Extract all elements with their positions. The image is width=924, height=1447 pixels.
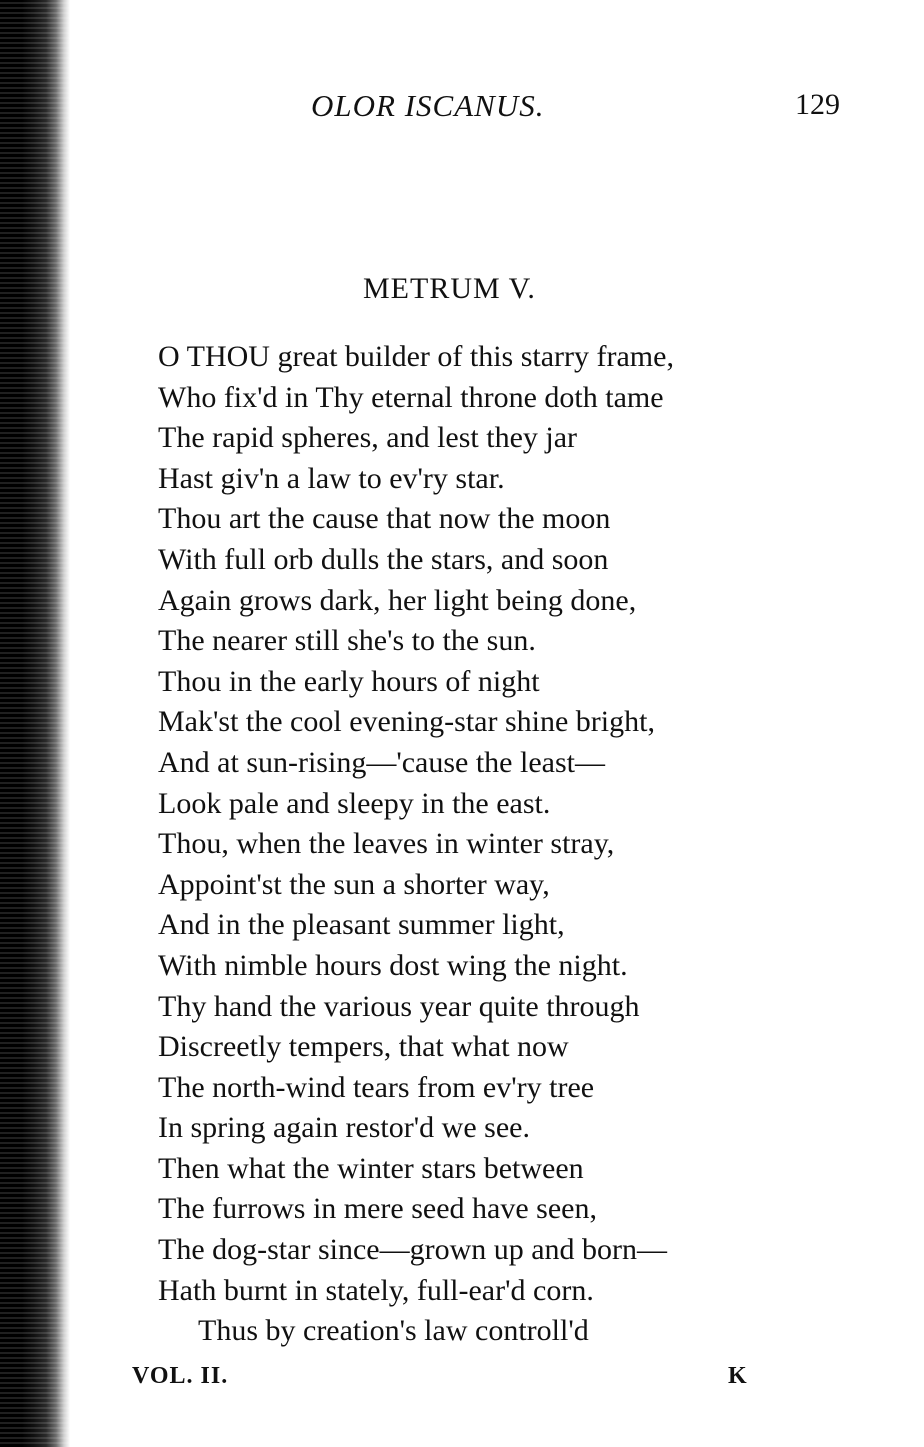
poem-line: Thou, when the leaves in winter stray, bbox=[158, 827, 615, 861]
poem-line: Who fix'd in Thy eternal throne doth tame bbox=[158, 380, 664, 414]
poem-line: The nearer still she's to the sun. bbox=[158, 624, 536, 658]
sheet-signature-letter: K bbox=[728, 1363, 747, 1389]
poem-line: The furrows in mere seed have seen, bbox=[158, 1192, 597, 1226]
poem-line: In spring again restor'd we see. bbox=[158, 1111, 530, 1145]
poem-line: With nimble hours dost wing the night. bbox=[158, 948, 628, 982]
poem-line: Then what the winter stars between bbox=[158, 1151, 584, 1185]
poem-line: Look pale and sleepy in the east. bbox=[158, 786, 551, 820]
poem-line: Thus by creation's law controll'd bbox=[198, 1314, 589, 1348]
poem-line: The north-wind tears from ev'ry tree bbox=[158, 1070, 595, 1104]
poem-line: Thou in the early hours of night bbox=[158, 664, 540, 698]
poem-line: Hast giv'n a law to ev'ry star. bbox=[158, 461, 505, 495]
page-number: 129 bbox=[795, 88, 840, 121]
poem-line: And in the pleasant summer light, bbox=[158, 908, 565, 942]
poem-line: Mak'st the cool evening-star shine bright, bbox=[158, 705, 655, 739]
poem-title: METRUM V. bbox=[363, 272, 536, 305]
volume-signature: VOL. II. bbox=[132, 1363, 229, 1389]
poem-body bbox=[158, 337, 674, 1352]
poem-line: The dog-star since—grown up and born— bbox=[158, 1233, 668, 1267]
poem-line: Thy hand the various year quite through bbox=[158, 989, 640, 1023]
poem-line: Hath burnt in stately, full-ear'd corn. bbox=[158, 1273, 594, 1307]
poem-line: Thou art the cause that now the moon bbox=[158, 502, 611, 536]
poem-line: Appoint'st the sun a shorter way, bbox=[158, 867, 550, 901]
poem-line: O THOU great builder of this starry frame, bbox=[158, 340, 674, 373]
poem-line: With full orb dulls the stars, and soon bbox=[158, 542, 609, 576]
poem-line: The rapid spheres, and lest they jar bbox=[158, 421, 578, 455]
running-head: OLOR ISCANUS. bbox=[311, 88, 545, 123]
poem-line: Again grows dark, her light being done, bbox=[158, 583, 637, 617]
page-binding-edge bbox=[0, 0, 70, 1447]
poem-line: Discreetly tempers, that what now bbox=[158, 1030, 569, 1064]
poem-line: And at sun-rising—'cause the least— bbox=[158, 745, 605, 779]
